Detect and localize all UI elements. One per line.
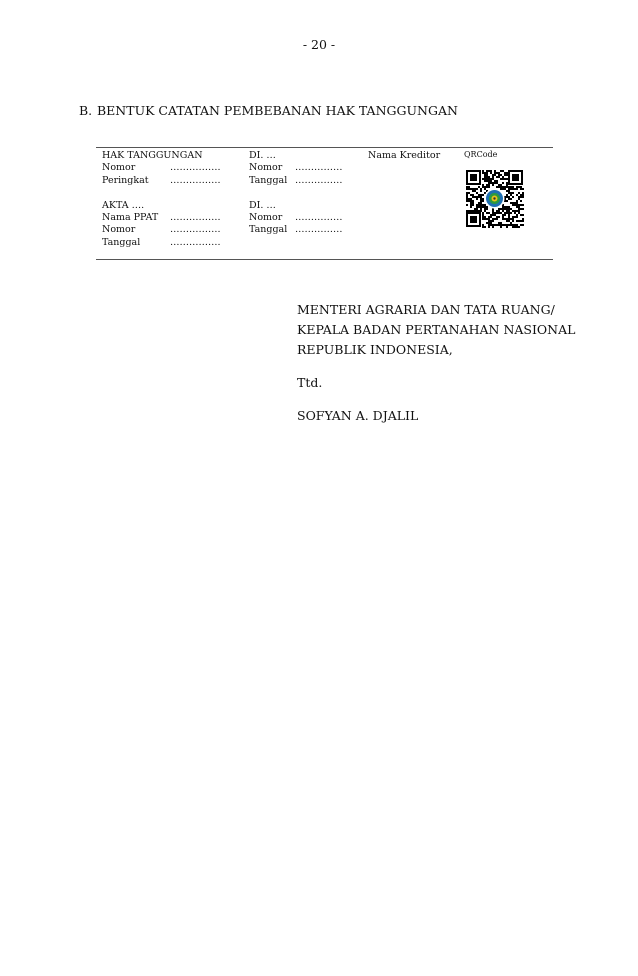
section-letter: B. <box>79 103 93 118</box>
di-1-title: DI. … <box>249 150 276 161</box>
signature-title-line-1: MENTERI AGRARIA DAN TATA RUANG/ <box>297 302 555 317</box>
di-1-tanggal-label: Tanggal <box>249 174 288 186</box>
section-heading <box>79 103 458 118</box>
ht-peringkat-value: ……………. <box>170 174 221 186</box>
akta-nomor-label: Nomor <box>102 224 136 236</box>
section-title: BENTUK CATATAN PEMBEBANAN HAK TANGGUNGAN <box>97 103 458 118</box>
di-2-nomor-label: Nomor <box>249 211 283 223</box>
page-number: - 20 - <box>302 37 336 52</box>
akta-nomor-value: ……………. <box>170 224 221 236</box>
di-2-tanggal-value: …………… <box>295 224 343 236</box>
qr-label: QRCode <box>464 150 498 159</box>
di-2-nomor-value: …………… <box>295 211 343 223</box>
hak-tanggungan-title: HAK TANGGUNGAN <box>102 150 203 161</box>
hak-tanggungan-column <box>102 150 221 249</box>
akta-nama-ppat-label: Nama PPAT <box>102 211 159 223</box>
di-2-title: DI. … <box>249 199 276 211</box>
signature-title-line-3: REPUBLIK INDONESIA, <box>297 342 453 357</box>
di-2-tanggal-label: Tanggal <box>249 224 288 236</box>
akta-title: AKTA …. <box>102 199 145 211</box>
ht-nomor-value: ……………. <box>170 162 221 174</box>
qr-code-image <box>465 169 524 228</box>
signature-title-line-2: KEPALA BADAN PERTANAHAN NASIONAL <box>297 322 576 337</box>
akta-tanggal-value: ……………. <box>170 236 221 248</box>
ht-nomor-label: Nomor <box>102 162 136 174</box>
akta-tanggal-label: Tanggal <box>102 236 141 248</box>
ht-peringkat-label: Peringkat <box>102 174 149 186</box>
di-column <box>249 150 343 237</box>
di-1-nomor-value: …………… <box>295 162 343 174</box>
signature-ttd: Ttd. <box>297 375 323 390</box>
akta-nama-ppat-value: ……………. <box>170 211 221 223</box>
kreditor-label: Nama Kreditor <box>368 150 441 161</box>
signature-block <box>297 300 575 426</box>
hak-tanggungan-form <box>96 147 553 260</box>
di-1-tanggal-value: …………… <box>295 174 343 186</box>
signatory-name: SOFYAN A. DJALIL <box>297 408 419 423</box>
di-1-nomor-label: Nomor <box>249 162 283 174</box>
